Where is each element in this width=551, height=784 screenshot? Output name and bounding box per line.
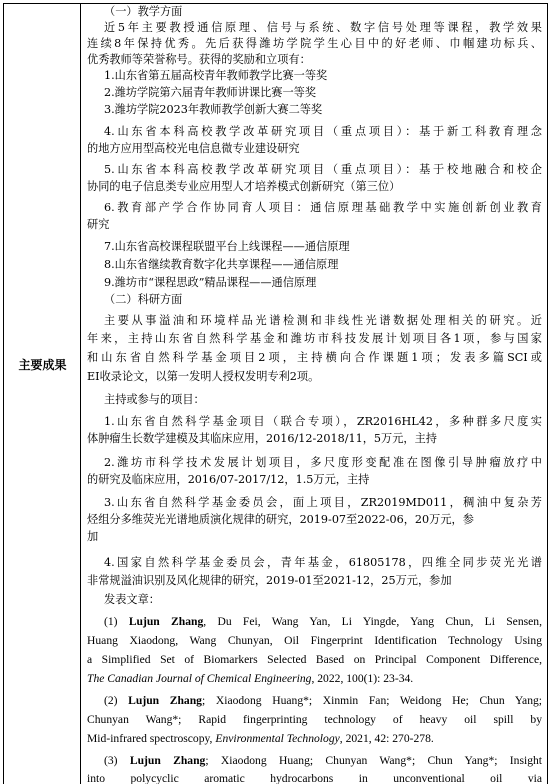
paper-number: (2) <box>104 694 129 707</box>
paper-authors: ; Xiaodong Huang*; Xinmin Fan; Weidong He; Chun Yang; <box>201 694 542 707</box>
teaching-item-cont: 的地方应用型高校光电信息微专业建设研究 <box>87 142 300 155</box>
project-item-cont: 加 <box>87 530 99 543</box>
paper-entry-line: into polycyclic aromatic hydrocarbons in unconventional oil via <box>87 772 542 784</box>
teaching-item: 7.山东省高校课程联盟平台上线课程——通信原理 <box>104 240 350 253</box>
paper-entry-line <box>104 614 542 630</box>
research-intro-line: 年来，主持山东省自然科学基金和潍坊市科技发展计划项目各1项，参与国家 <box>87 332 542 345</box>
paper-citation: , 2021, 42: 270-278. <box>339 732 434 745</box>
paper-entry-line: a Simplified Set of Biomarkers Selected Based on Principal Component Difference, <box>87 653 542 666</box>
project-item: 2.潍坊市科学技术发展计划项目，多尺度形变配准在图像引导肿瘤放疗中 <box>104 456 542 469</box>
paper-entry-line <box>87 671 542 687</box>
paper-author-highlight: Lujun Zhang <box>128 615 204 628</box>
paper-author-highlight: Lujun Zhang <box>129 754 206 767</box>
paper-journal: Environmental Technology <box>215 732 340 745</box>
research-heading: （二）科研方面 <box>104 293 183 306</box>
achievements-content <box>82 4 547 784</box>
projects-heading: 主持或参与的项目： <box>104 393 205 406</box>
teaching-item-cont: 协同的电子信息类专业应用型人才培养模式创新研究（第三位） <box>87 180 401 193</box>
teaching-item: 3.潍坊学院2023年教师教学创新大赛二等奖 <box>104 103 323 116</box>
teaching-heading: （一）教学方面 <box>104 5 183 18</box>
project-item-cont: 烃组分多维荧光光谱地质演化规律的研究，2019-07至2022-06，20万元，参 <box>87 513 474 526</box>
paper-entry-line <box>104 693 542 709</box>
paper-number: (3) <box>104 754 130 767</box>
teaching-item: 1.山东省第五届高校青年教师教学比赛一等奖 <box>104 69 328 82</box>
teaching-item: 5.山东省本科高校教学改革研究项目（重点项目）：基于校地融合和校企 <box>104 163 542 176</box>
row-label: 主要成果 <box>18 358 67 372</box>
teaching-item: 6.教育部产学合作协同育人项目：通信原理基础教学中实施创新创业教育 <box>104 201 542 214</box>
teaching-item: 4.山东省本科高校教学改革研究项目（重点项目）：基于新工科教育理念 <box>104 125 542 138</box>
paper-entry-line: Huang Xiaodong, Wang Chunyan, Oil Fingerprint Identification Technology Using <box>87 634 542 647</box>
achievements-table <box>3 3 548 784</box>
paper-authors: , Du Fei, Wang Yan, Li Yingde, Yang Chun, Li Sensen, <box>203 615 542 628</box>
paper-entry-line: Chunyan Wang*; Rapid fingerprinting technology of heavy oil spill by <box>87 713 542 726</box>
papers-heading: 发表文章： <box>104 593 160 606</box>
teaching-intro-line: 近5年主要教授通信原理、信号与系统、数字信号处理等课程，教学效果 <box>104 21 542 34</box>
paper-entry-line <box>87 731 542 747</box>
project-item-cont: 的研究及临床应用，2016/07-2017/12，1.5万元，主持 <box>87 473 370 486</box>
project-item-cont: 非常规溢油识别及风化规律的研究，2019-01至2021-12，25万元，参加 <box>87 574 452 587</box>
paper-entry-line <box>104 753 542 769</box>
paper-number: (1) <box>104 615 129 628</box>
paper-citation: , 2022, 100(1): 23-34. <box>311 672 414 685</box>
teaching-item-cont: 研究 <box>87 218 110 231</box>
paper-authors: ; Xiaodong Huang; Chunyan Wang*; Chun Yang*; Insight <box>205 754 542 767</box>
research-intro-line: 主要从事溢油和环境样品光谱检测和非线性光谱数据处理相关的研究。近 <box>104 314 542 327</box>
teaching-item: 2.潍坊学院第六届青年教师讲课比赛一等奖 <box>104 86 317 99</box>
research-intro-line: EI收录论文，以第一发明人授权发明专利2项。 <box>87 370 320 383</box>
paper-author-highlight: Lujun Zhang <box>128 694 202 707</box>
project-item: 4.国家自然科学基金委员会，青年基金，61805178，四维全同步荧光光谱 <box>104 556 542 569</box>
teaching-item: 9.潍坊市“课程思政”精品课程——通信原理 <box>104 276 317 289</box>
project-item-cont: 体肿瘤生长数学建模及其临床应用，2016/12-2018/11，5万元，主持 <box>87 432 437 445</box>
row-label-cell <box>4 4 81 784</box>
teaching-item: 8.山东省继续教育数字化共享课程——通信原理 <box>104 258 339 271</box>
teaching-intro-line: 优秀教师等荣誉称号。获得的奖励和立项有： <box>87 53 311 66</box>
project-item: 1.山东省自然科学基金项目（联合专项），ZR2016HL42，多种群多尺度实 <box>104 415 542 428</box>
research-intro-line: 和山东省自然科学基金项目2项，主持横向合作课题1项；发表多篇SCI或 <box>87 351 542 364</box>
paper-journal: The Canadian Journal of Chemical Engineering <box>87 672 312 685</box>
paper-title-end: Mid-infrared spectroscopy, <box>87 732 216 745</box>
teaching-intro-line: 连续8年保持优秀。先后获得潍坊学院学生心目中的好老师、巾帼建功标兵、 <box>87 37 542 50</box>
project-item: 3.山东省自然科学基金委员会，面上项目，ZR2019MD011，稠油中复杂芳 <box>104 496 542 509</box>
